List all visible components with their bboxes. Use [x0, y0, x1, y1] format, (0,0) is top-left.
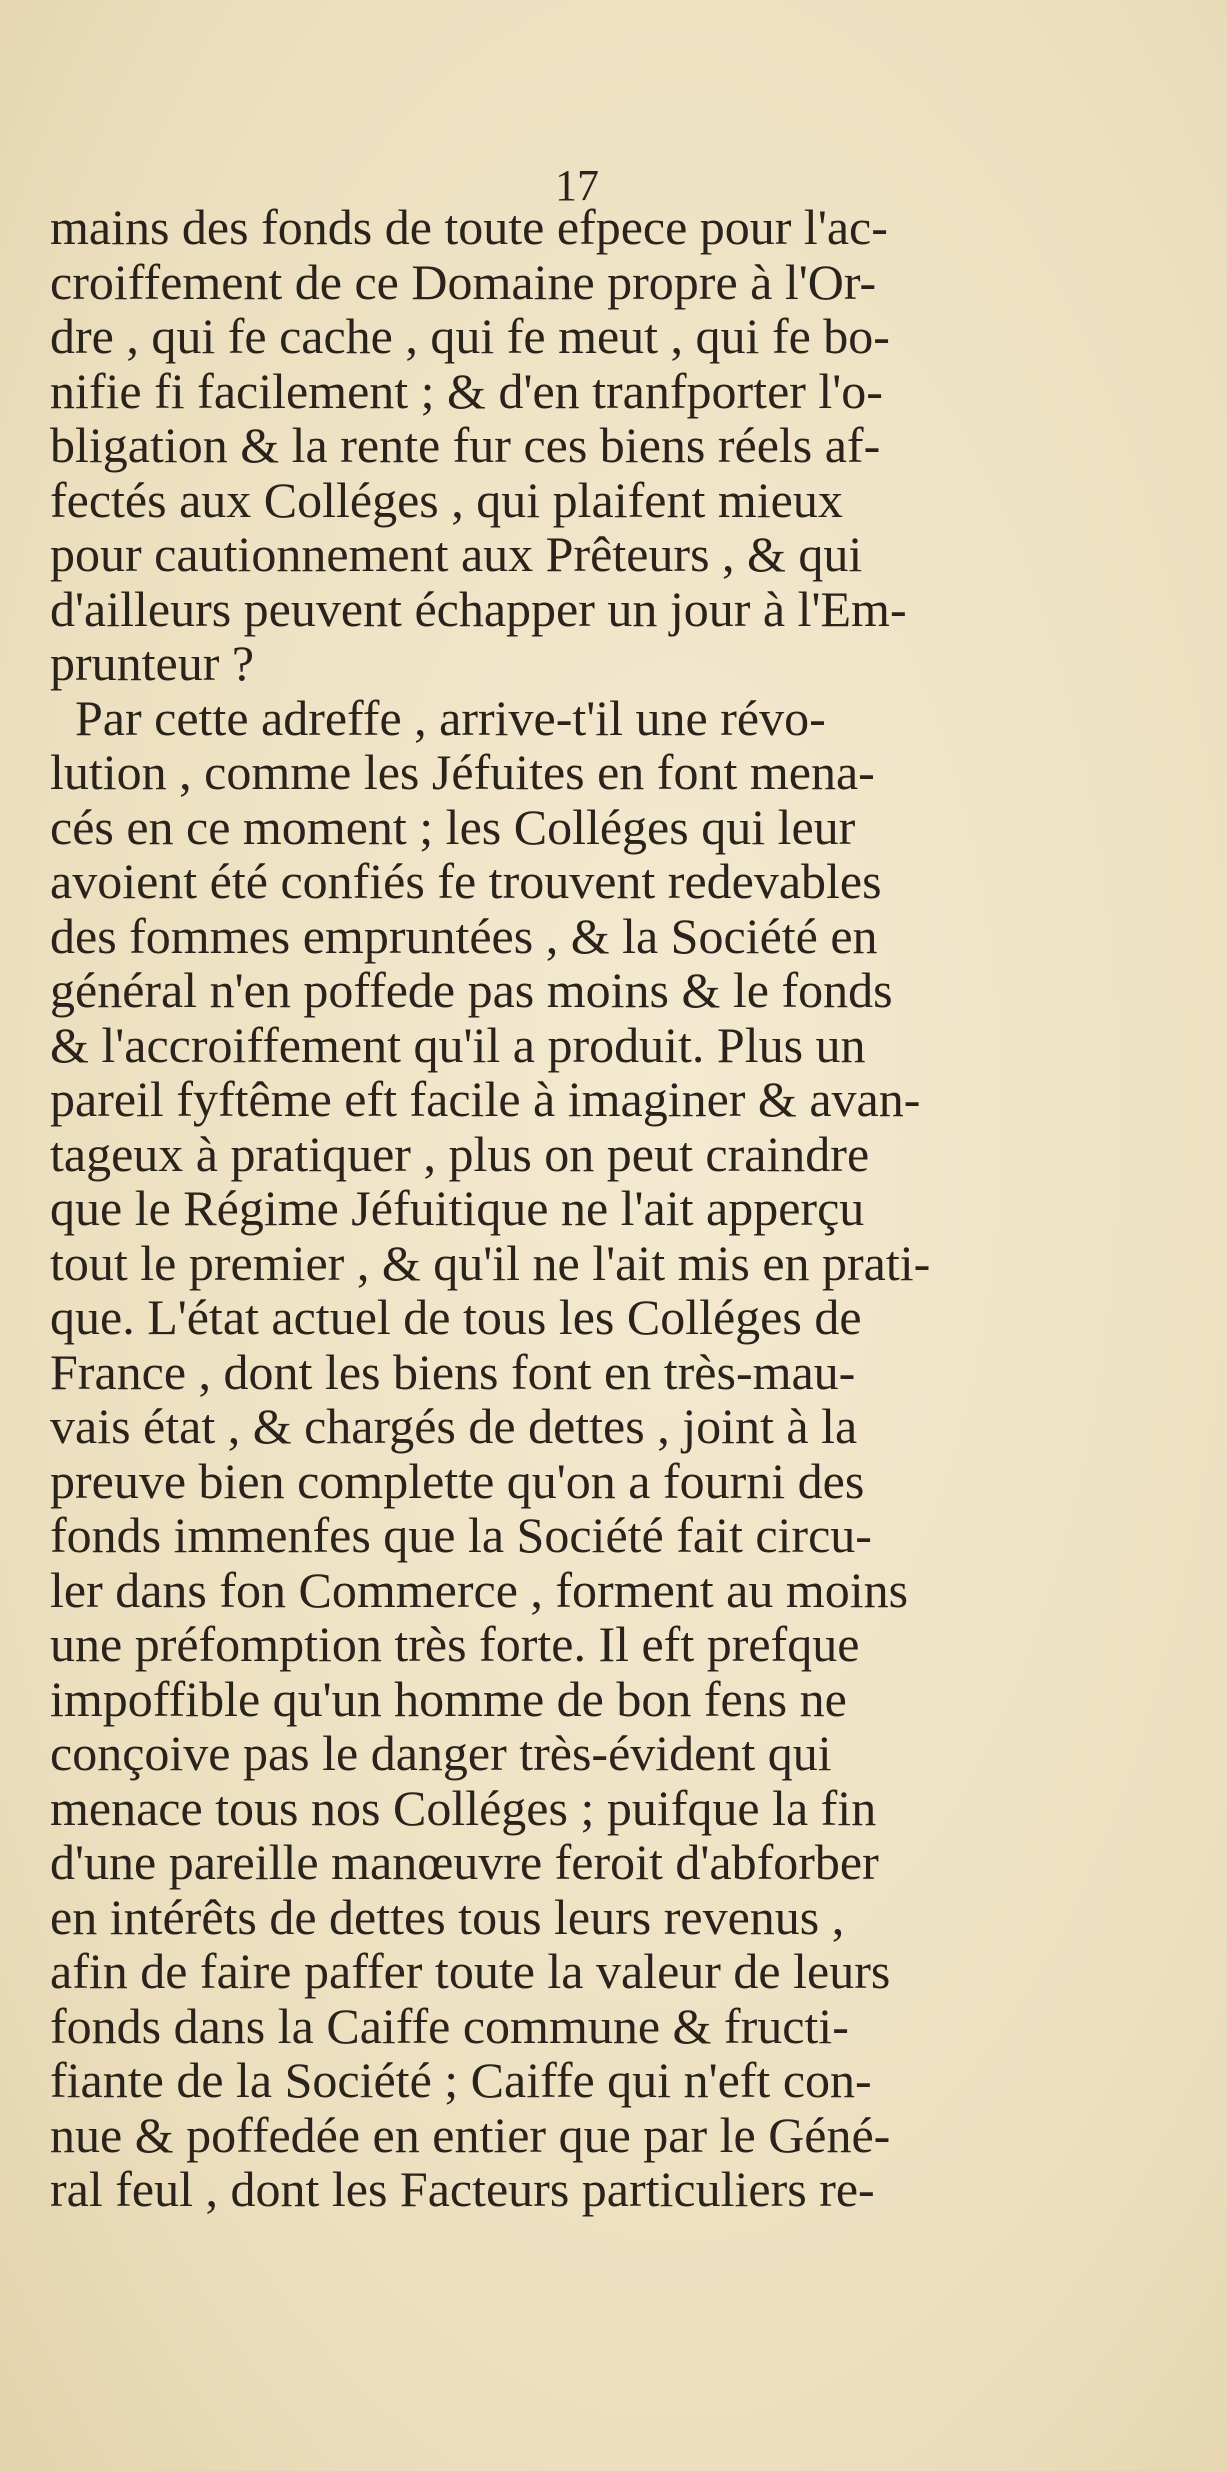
text-line: lution , comme les Jéfuites en font mena- — [50, 744, 875, 800]
text-line: fonds dans la Caiffe commune & fructi- — [50, 1997, 849, 2054]
text-line: menace tous nos Colléges ; puifque la fin — [50, 1779, 877, 1836]
text-line: d'ailleurs peuvent échapper un jour à l'Em- — [50, 580, 907, 637]
text-line: tout le premier , & qu'il ne l'ait mis en prati- — [50, 1234, 931, 1291]
text-line: prunteur ? — [50, 635, 255, 691]
text-line: général n'en poffede pas moins & le fonds — [50, 962, 893, 1018]
text-line: des fommes empruntées , & la Société en — [50, 907, 878, 964]
text-line: cés en ce moment ; les Colléges qui leur — [50, 798, 856, 855]
text-line: ral feul , dont les Facteurs particuliers re- — [50, 2161, 875, 2217]
text-line: fonds immenfes que la Société fait circu- — [50, 1507, 872, 1563]
text-line: une préfomption très forte. Il eft prefque — [50, 1616, 860, 1672]
body-text — [50, 200, 1090, 2217]
text-line: France , dont les biens font en très-mau- — [50, 1343, 856, 1400]
text-line: & l'accroiffement qu'il a produit. Plus un — [50, 1016, 866, 1073]
text-line: impoffible qu'un homme de bon fens ne — [50, 1670, 847, 1727]
text-line: fectés aux Colléges , qui plaifent mieux — [50, 471, 843, 528]
text-line: mains des fonds de toute efpece pour l'ac- — [50, 199, 888, 255]
text-line: nifie fi facilement ; & d'en tranfporter l'o- — [50, 362, 883, 419]
text-line: conçoive pas le danger très-évident qui — [50, 1725, 832, 1781]
text-line: que. L'état actuel de tous les Colléges de — [50, 1289, 862, 1345]
text-line: pareil fyftême eft facile à imaginer & avan- — [50, 1071, 921, 1127]
text-line: vais état , & chargés de dettes , joint à la — [50, 1398, 858, 1454]
text-line: preuve bien complette qu'on a fourni des — [50, 1452, 865, 1509]
text-line: d'une pareille manœuvre feroit d'abforber — [50, 1834, 879, 1890]
text-line: bligation & la rente fur ces biens réels af- — [50, 417, 881, 473]
text-line: ler dans fon Commerce , forment au moins — [50, 1561, 909, 1618]
text-line: pour cautionnement aux Prêteurs , & qui — [50, 526, 863, 582]
text-line: avoient été confiés fe trouvent redevables — [50, 853, 882, 909]
text-line: Par cette adreffe , arrive-t'il une révo- — [50, 689, 826, 746]
text-line: croiffement de ce Domaine propre à l'Or- — [50, 253, 877, 310]
text-line: que le Régime Jéfuitique ne l'ait apperçu — [50, 1180, 865, 1236]
text-line: fiante de la Société ; Caiffe qui n'eft con- — [50, 2052, 872, 2108]
text-line: afin de faire paffer toute la valeur de leurs — [50, 1943, 891, 1999]
page-number: 17 — [555, 161, 599, 210]
text-line: tageux à pratiquer , plus on peut craindre — [50, 1125, 870, 1182]
text-line: dre , qui fe cache , qui fe meut , qui fe bo- — [50, 308, 890, 364]
text-line: en intérêts de dettes tous leurs revenus , — [50, 1888, 845, 1945]
text-line: nue & poffedée en entier que par le Géné- — [50, 2106, 891, 2163]
